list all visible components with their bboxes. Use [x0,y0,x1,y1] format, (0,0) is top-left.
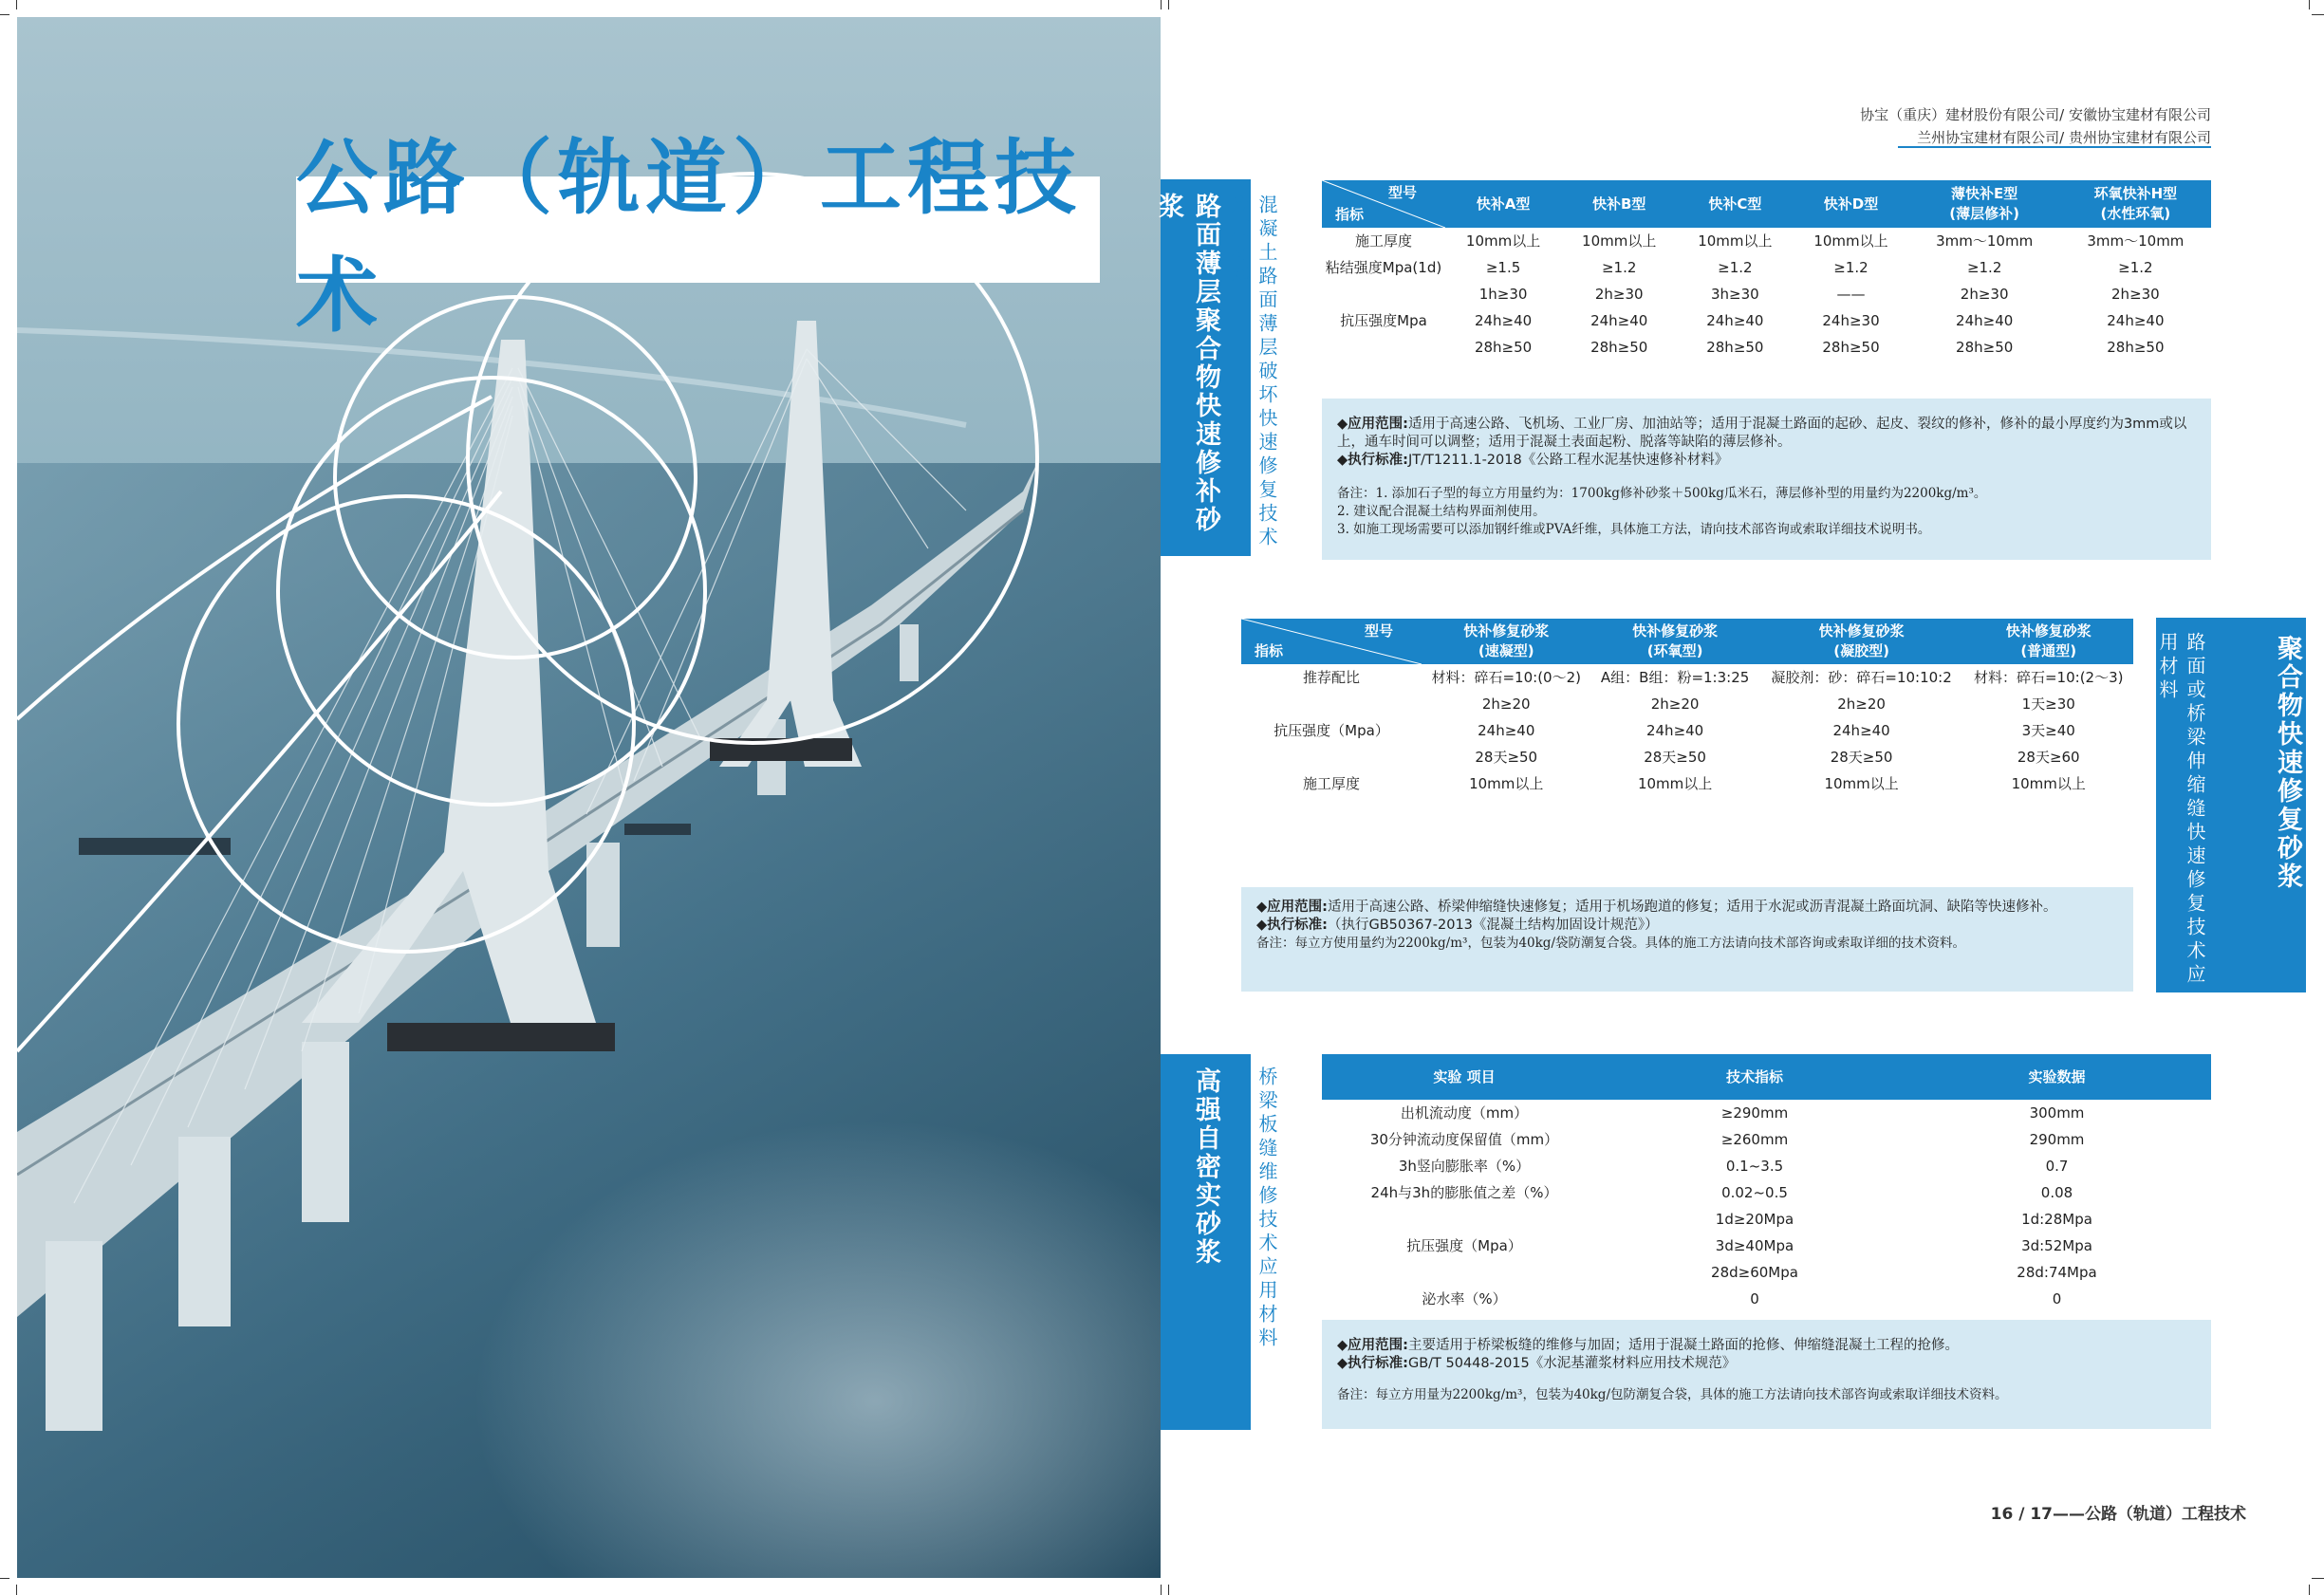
table-cell: ≥1.2 [1833,259,1868,276]
crop-mark [2312,1578,2324,1579]
table-cell: ≥1.5 [1485,259,1521,276]
table-cell: 2h≥20 [1650,695,1700,713]
table-row [1322,1100,2211,1126]
table-cell: 28天≥60 [2017,749,2080,766]
table-cell: ≥1.2 [1718,259,1753,276]
test-spec: 3d≥40Mpa [1715,1237,1794,1254]
column-header: 快补A型 [1445,180,1561,228]
remark-line: 备注：每立方使用量约为2200kg/m³，包装为40kg/袋防潮复合袋。具体的施工方法请向技术部咨询或索取详细的技术资料。 [1256,936,1965,951]
table-cell: 28h≥50 [2107,339,2165,356]
test-item [1322,1206,1607,1233]
standard-label: ◆执行标准: [1256,918,1328,933]
row-label: 抗压强度（Mpa） [1274,722,1389,739]
company-underline [1898,146,2211,148]
test-spec: 28d≥60Mpa [1711,1264,1798,1281]
column-header: 快补修复砂浆 (普通型) [1963,619,2133,664]
table-row [1322,1206,2211,1233]
standard-paragraph [1256,917,2118,935]
header-type: 型号 [1387,184,1417,201]
crop-mark [1161,0,1162,9]
table-row [1241,691,2133,717]
table-row [1322,1126,2211,1153]
table-cell: 28h≥50 [1956,339,2014,356]
crop-mark [0,14,9,15]
table-cell: 28h≥50 [1474,339,1533,356]
table-cell: 24h≥40 [1474,312,1533,329]
section2-notes [1241,887,2133,992]
table-cell: 3天≥40 [2021,722,2075,739]
table-row [1322,307,2211,334]
header-type: 型号 [1364,622,1393,640]
test-data: 0.08 [2040,1184,2073,1201]
page-footer: 16 / 17——公路（轨道）工程技术 [1990,1505,2246,1524]
scope-text: 适用于高速公路、飞机场、工业厂房、加油站等；适用于混凝土路面的起砂、起皮、裂纹的修补，修补的最小厚度约为3mm或以上，通车时间可以调整；适用于混凝土表面起粉、脱落等缺陷的薄层修补。 [1337,417,2187,450]
test-data: 3d:52Mpa [2021,1237,2092,1254]
row-label [1241,691,1422,717]
crop-mark [1161,1585,1162,1595]
standard-paragraph [1337,1355,2196,1373]
table-cell: 材料：碎石=10:(0～2) [1431,669,1581,686]
standard-text: （执行GB50367-2013《混凝土结构加固设计规范》） [1327,918,1659,933]
crop-mark [16,1585,17,1595]
test-spec: 0 [1750,1290,1759,1308]
remark-line: 3. 如施工现场需要可以添加钢纤维或PVA纤维，具体施工方法，请向技术部咨询或索取详细技术说明书。 [1337,522,1931,537]
header-index: 指标 [1255,642,1284,659]
scope-paragraph [1337,1337,2196,1355]
table-cell: 10mm以上 [1813,232,1888,250]
test-data: 1d:28Mpa [2021,1211,2092,1228]
scope-text: 适用于高速公路、桥梁伸缩缝快速修复；适用于机场跑道的修复；适用于水泥或沥青混凝土路面坑洞、缺陷等快速修补。 [1327,900,2057,915]
table-cell: 3h≥30 [1710,286,1759,303]
table-cell: 24h≥40 [1478,722,1535,739]
row-label [1322,281,1445,307]
scope-label: ◆应用范围: [1337,417,1408,432]
table-row [1322,1259,2211,1286]
test-data: 28d:74Mpa [2017,1264,2097,1281]
row-label: 施工厚度 [1302,775,1360,792]
table-row [1322,1153,2211,1179]
remark-line: 备注：每立方用量为2200kg/m³，包装为40kg/包防潮复合袋，具体的施工方法请向技术部咨询或索取详细技术资料。 [1337,1387,2008,1402]
table-cell: 10mm以上 [1637,775,1713,792]
section1-table [1322,180,2211,361]
section2-label-text: 聚合物快速修复砂浆 [2273,635,2302,891]
header-index: 指标 [1335,206,1365,223]
section1-notes [1322,399,2211,560]
remark-line: 备注：1. 添加石子型的每立方用量约为：1700kg修补砂浆＋500kg瓜米石，薄层修补型的用量约为2200kg/m³。 [1337,486,1987,501]
company-name-line2: 兰州协宝建材有限公司/ 贵州协宝建材有限公司 [1917,129,2211,146]
test-item [1322,1259,1607,1286]
section3-table [1322,1054,2211,1312]
section2-sublabel-text: 路面或桥梁伸缩缝快速修复技术应用材料 [2156,632,2206,988]
table-cell: 3mm～10mm [1936,232,2034,250]
row-label: 粘结强度Mpa(1d) [1325,259,1442,276]
table-cell: 2h≥20 [1837,695,1886,713]
table-cell: 10mm以上 [1465,232,1541,250]
test-data: 0 [2052,1290,2062,1308]
standard-label: ◆执行标准: [1337,1356,1408,1371]
crop-mark [1168,1585,1169,1595]
table-cell: 3mm～10mm [2087,232,2185,250]
crop-mark [2309,0,2310,9]
table-row [1241,717,2133,744]
table-cell: 24h≥40 [1590,312,1648,329]
test-item: 泌水率（%） [1422,1290,1507,1308]
table-row [1322,334,2211,361]
table-row [1322,228,2211,254]
table-row [1322,1233,2211,1259]
scope-paragraph [1337,416,2196,452]
column-header: 快补C型 [1677,180,1793,228]
table-cell: 凝胶剂：砂：碎石=10:10:2 [1771,669,1952,686]
table-row [1322,254,2211,281]
test-spec: ≥290mm [1720,1104,1789,1122]
table-cell: 10mm以上 [1582,232,1657,250]
section1-sublabel [1228,195,1281,555]
column-header: 薄快补E型 (薄层修补) [1909,180,2060,228]
column-header: 实验数据 [1903,1054,2211,1100]
row-label [1322,334,1445,361]
table-cell: 10mm以上 [1824,775,1899,792]
table-cell: —— [1836,286,1866,303]
section3-sublabel [1245,1066,1281,1427]
row-label [1241,744,1422,770]
scope-label: ◆应用范围: [1256,900,1328,915]
section3-label [1161,1054,1251,1430]
table-cell: ≥1.2 [1966,259,2002,276]
table-cell: 28天≥50 [1830,749,1893,766]
table-cell: 1h≥30 [1478,286,1528,303]
table-cell: 1天≥30 [2021,695,2075,713]
page-title: 公路（轨道）工程技术 [296,131,1082,343]
table-cell: ≥1.2 [1601,259,1637,276]
standard-paragraph [1337,452,2196,470]
scope-text: 主要适用于桥梁板缝的维修与加固；适用于混凝土路面的抢修、伸缩缝混凝土工程的抢修。 [1407,1338,1959,1353]
crop-mark [0,1578,9,1579]
crop-mark [1168,0,1169,9]
table-row [1322,1179,2211,1206]
table-cell: 2h≥30 [1960,286,2009,303]
section1-sublabel-text: 混凝土路面薄层破坏快速修复技术应用材料 [1228,195,1278,550]
table-row [1241,664,2133,691]
table-cell: 24h≥30 [1822,312,1880,329]
table-cell: 10mm以上 [1469,775,1544,792]
test-spec: 1d≥20Mpa [1715,1211,1794,1228]
table-corner-header [1322,180,1445,228]
standard-text: JT/T1211.1-2018《公路工程水泥基快速修补材料》 [1407,453,1729,468]
test-data: 290mm [2029,1131,2085,1148]
test-data: 300mm [2029,1104,2085,1122]
table-cell: 2h≥30 [2111,286,2160,303]
section1-label-text: 路面薄层聚合物快速修补砂浆 [1154,193,1220,534]
standard-label: ◆执行标准: [1337,453,1408,468]
test-spec: ≥260mm [1720,1131,1789,1148]
column-header: 快补修复砂浆 (速凝型) [1422,619,1590,664]
test-item: 出机流动度（mm） [1400,1104,1529,1122]
table-row [1241,744,2133,770]
test-item: 3h竖向膨胀率（%） [1398,1158,1531,1175]
test-data: 0.7 [2045,1158,2069,1175]
table-row [1322,1286,2211,1312]
table-cell: 24h≥40 [1956,312,2014,329]
table-cell: 28天≥50 [1644,749,1706,766]
page-title-box [296,131,1100,343]
scope-label: ◆应用范围: [1337,1338,1408,1353]
test-spec: 0.1~3.5 [1725,1158,1784,1175]
section3-sublabel-text: 桥梁板缝维修技术应用材料 [1255,1066,1278,1351]
test-item: 30分钟流动度保留值（mm） [1369,1131,1559,1148]
table-cell: 28h≥50 [1822,339,1880,356]
column-header: 快补修复砂浆 (环氧型) [1590,619,1758,664]
table-cell: 28h≥50 [1590,339,1648,356]
section2-table [1241,619,2133,797]
column-header: 快补D型 [1793,180,1908,228]
table-corner-header [1241,619,1422,664]
scope-paragraph [1256,899,2118,917]
table-row [1322,281,2211,307]
standard-text: GB/T 50448-2015《水泥基灌浆材料应用技术规范》 [1407,1356,1737,1371]
table-cell: 28h≥50 [1706,339,1764,356]
table-cell: 24h≥40 [1706,312,1764,329]
table-cell: ≥1.2 [2118,259,2153,276]
table-cell: 2h≥20 [1481,695,1531,713]
column-header: 技术指标 [1607,1054,1903,1100]
section2-sublabel [2156,632,2209,991]
crop-mark [2309,1585,2310,1595]
crop-mark [16,0,17,9]
row-label: 推荐配比 [1302,669,1360,686]
test-spec: 0.02~0.5 [1721,1184,1788,1201]
table-cell: 10mm以上 [2011,775,2086,792]
test-item: 抗压强度（Mpa） [1406,1237,1522,1254]
table-cell: 24h≥40 [2107,312,2165,329]
table-cell: 28天≥50 [1475,749,1538,766]
table-cell: 2h≥30 [1594,286,1644,303]
crop-mark [2312,14,2324,15]
table-cell: 24h≥40 [1645,722,1704,739]
row-label: 抗压强度Mpa [1340,312,1427,329]
column-header: 环氧快补H型 (水性环氧) [2060,180,2211,228]
table-cell: 材料：碎石=10:(2～3) [1973,669,2124,686]
table-cell: A组：B组：粉=1:3:25 [1600,669,1750,686]
table-cell: 24h≥40 [1832,722,1890,739]
remark-line: 2. 建议配合混凝土结构界面剂使用。 [1337,504,1546,519]
row-label: 施工厚度 [1354,232,1412,250]
test-item: 24h与3h的膨胀值之差（%） [1370,1184,1558,1201]
table-row [1241,770,2133,797]
section3-notes [1322,1320,2211,1429]
table-cell: 10mm以上 [1698,232,1773,250]
column-header: 实验 项目 [1322,1054,1607,1100]
column-header: 快补B型 [1561,180,1677,228]
column-header: 快补修复砂浆 (凝胶型) [1759,619,1964,664]
company-name-line1: 协宝（重庆）建材股份有限公司/ 安徽协宝建材有限公司 [1860,106,2211,123]
section3-label-text: 高强自密实砂浆 [1191,1067,1220,1267]
